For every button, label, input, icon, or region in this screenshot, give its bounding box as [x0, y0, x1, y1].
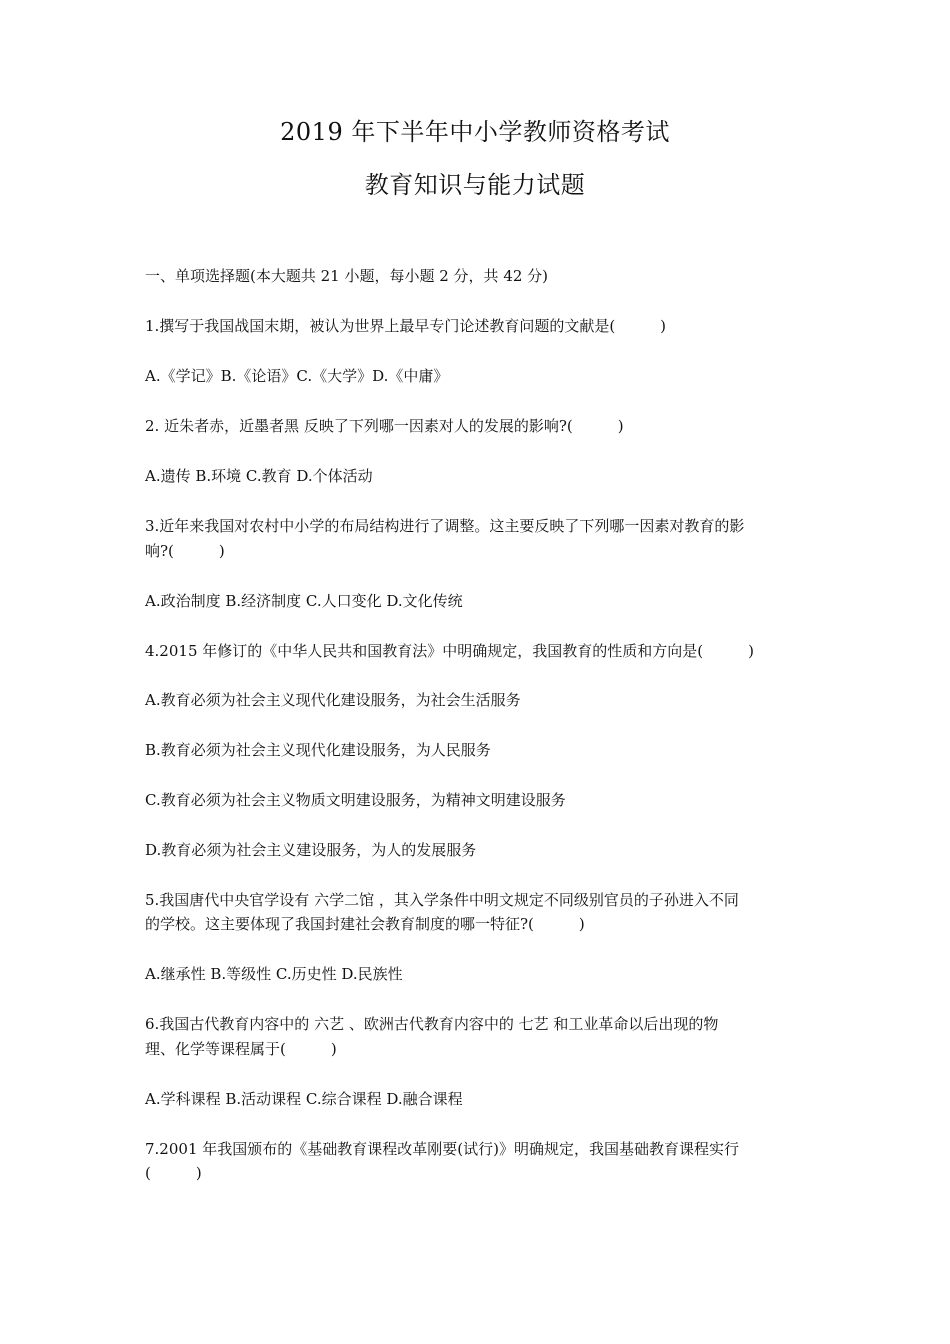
document-subtitle: 教育知识与能力试题 — [364, 171, 586, 199]
question-7-stem-continued: ( ) — [145, 1164, 202, 1182]
question-6-stem-continued: 理、化学等课程属于( ) — [145, 1040, 337, 1058]
question-6-stem: 6.我国古代教育内容中的 六艺 、欧洲古代教育内容中的 七艺 和工业革命以后出现的物 — [145, 1015, 719, 1033]
section-heading: 一、单项选择题(本大题共 21 小题，每小题 2 分，共 42 分) — [145, 267, 549, 285]
question-2-options: A.遗传 B.环境 C.教育 D.个体活动 — [145, 467, 373, 485]
question-4-stem: 4.2015 年修订的《中华人民共和国教育法》中明确规定，我国教育的性质和方向是( ) — [145, 642, 754, 660]
question-6-options: A.学科课程 B.活动课程 C.综合课程 D.融合课程 — [145, 1090, 463, 1108]
question-1-options: A.《学记》B.《论语》C.《大学》D.《中庸》 — [145, 367, 449, 385]
document-title: 2019 年下半年中小学教师资格考试 — [280, 118, 670, 146]
question-4-option-c: C.教育必须为社会主义物质文明建设服务，为精神文明建设服务 — [145, 791, 566, 809]
question-1-stem: 1.撰写于我国战国末期，被认为世界上最早专门论述教育问题的文献是( ) — [145, 317, 667, 335]
question-5-stem-continued: 的学校。这主要体现了我国封建社会教育制度的哪一特征?( ) — [145, 915, 585, 933]
question-4-option-a: A.教育必须为社会主义现代化建设服务，为社会生活服务 — [145, 691, 521, 709]
question-3-stem-continued: 响?( ) — [145, 542, 225, 560]
question-5-options: A.继承性 B.等级性 C.历史性 D.民族性 — [145, 965, 403, 983]
question-4-option-b: B.教育必须为社会主义现代化建设服务，为人民服务 — [145, 741, 491, 759]
question-5-stem: 5.我国唐代中央官学设有 六学二馆 ，其入学条件中明文规定不同级别官员的子孙进入不同 — [145, 891, 739, 909]
question-3-stem: 3.近年来我国对农村中小学的布局结构进行了调整。这主要反映了下列哪一因素对教育的影 — [145, 517, 745, 535]
question-4-option-d: D.教育必须为社会主义建设服务，为人的发展服务 — [145, 841, 477, 859]
question-2-stem: 2. 近朱者赤，近墨者黑 反映了下列哪一因素对人的发展的影响?( ) — [145, 417, 624, 435]
question-7-stem: 7.2001 年我国颁布的《基础教育课程改革刚要(试行)》明确规定，我国基础教育课程实行 — [145, 1140, 739, 1158]
question-3-options: A.政治制度 B.经济制度 C.人口变化 D.文化传统 — [145, 592, 463, 610]
